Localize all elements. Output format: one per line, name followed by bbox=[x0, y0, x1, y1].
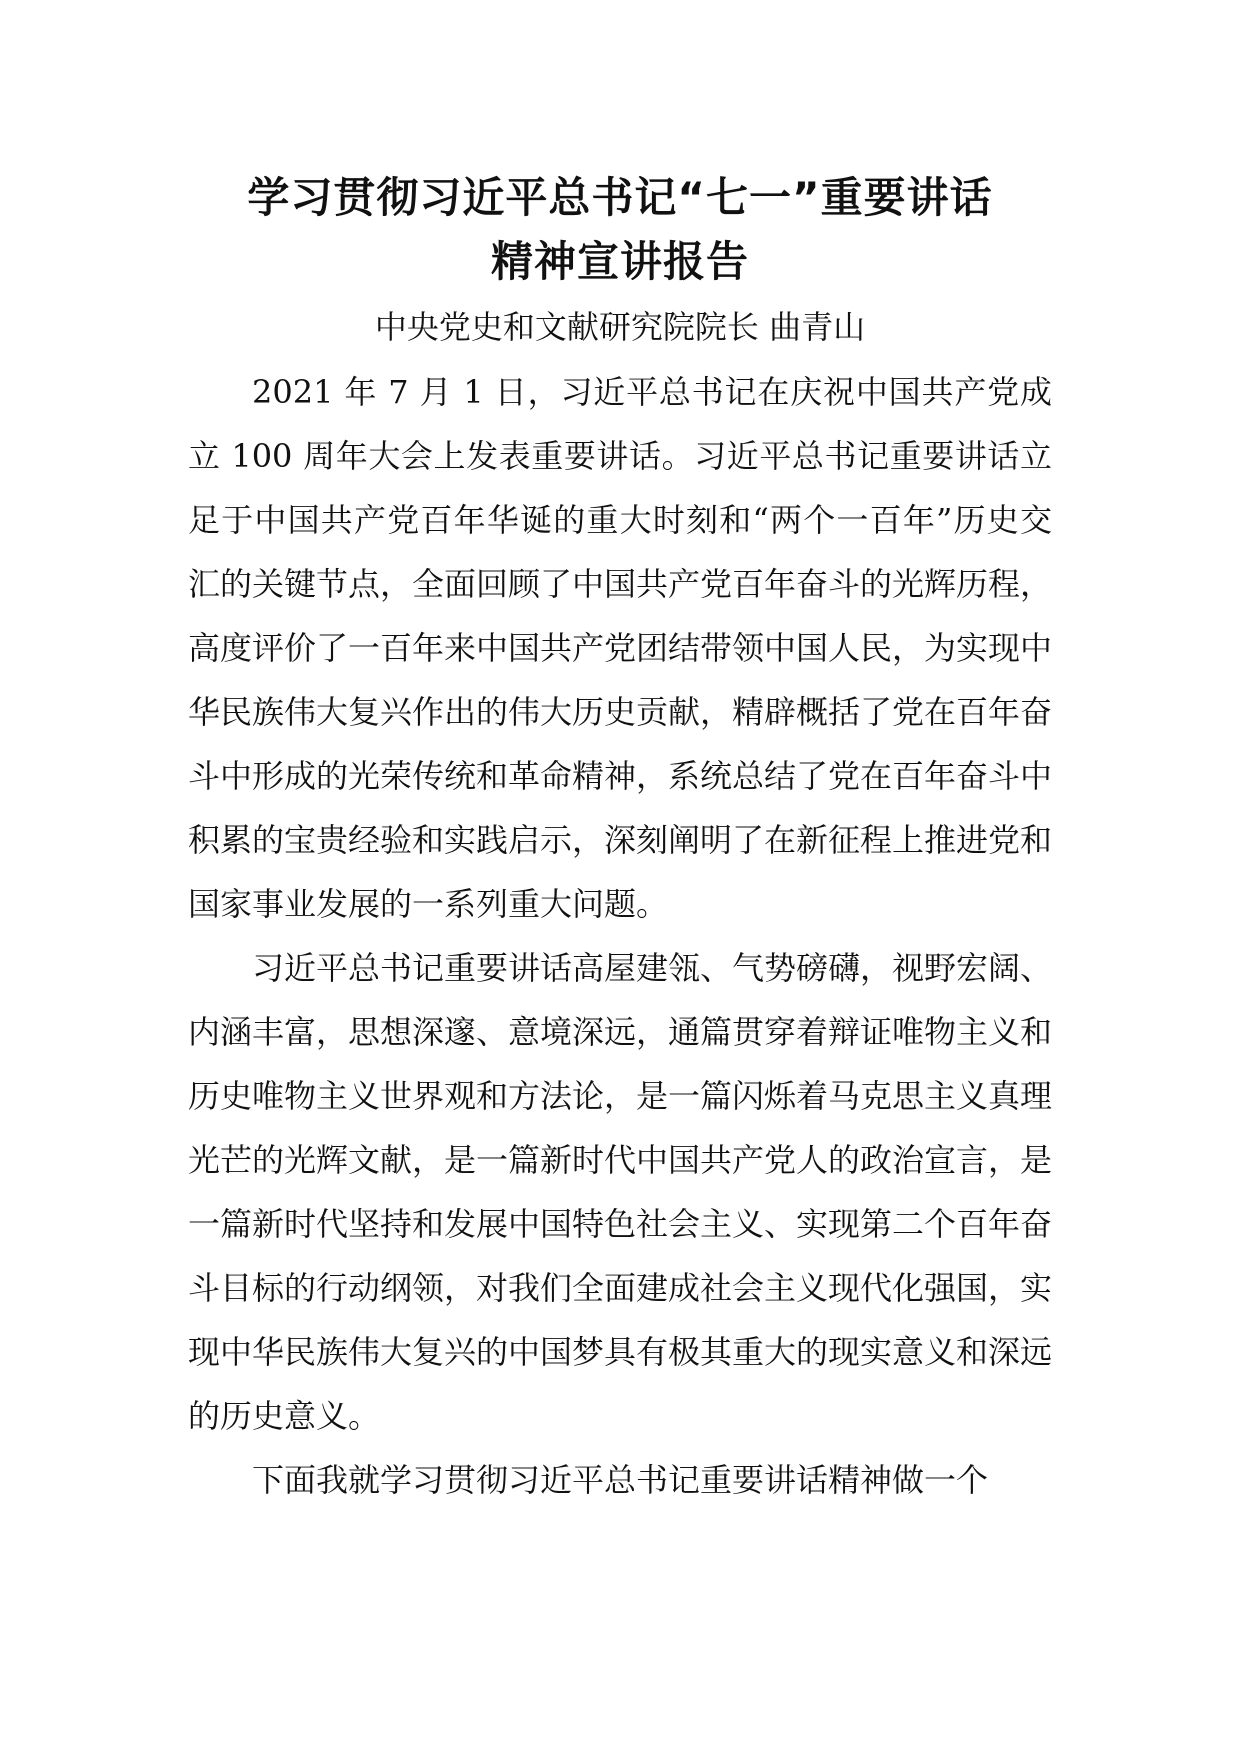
document-title-line-1: 学习贯彻习近平总书记“七一”重要讲话 bbox=[247, 173, 993, 222]
document-title-line-2: 精神宣讲报告 bbox=[490, 237, 749, 286]
paragraph-1: 2021 年 7 月 1 日，习近平总书记在庆祝中国共产党成立 100 周年大会上发表重要讲话。习近平总书记重要讲话立足于中国共产党百年华诞的重大时刻和“两个一百年”历史交汇的关键节点，全面回顾了中国共产党百年奋斗的光辉历程，高度评价了一百年来中国共产党团结带领中国人民，为实现中华民族伟大复兴作出的伟大历史贡献，精辟概括了党在百年奋斗中形成的光荣传统和革命精神，系统总结了党在百年奋斗中积累的宝贵经验和实践启示，深刻阐明了在新征程上推进党和国家事业发展的一系列重大问题。 bbox=[188, 373, 1053, 923]
document-body bbox=[188, 360, 1052, 1512]
author-line: 中央党史和文献研究院院长 曲青山 bbox=[374, 308, 866, 346]
paragraph-3: 下面我就学习贯彻习近平总书记重要讲话精神做一个 bbox=[252, 1461, 989, 1499]
paragraph-2: 习近平总书记重要讲话高屋建瓴、气势磅礴，视野宏阔、内涵丰富，思想深邃、意境深远，通篇贯穿着辩证唯物主义和历史唯物主义世界观和方法论，是一篇闪烁着马克思主义真理光芒的光辉文献，是一篇新时代中国共产党人的政治宣言，是一篇新时代坚持和发展中国特色社会主义、实现第二个百年奋斗目标的行动纲领，对我们全面建成社会主义现代化强国，实现中华民族伟大复兴的中国梦具有极其重大的现实意义和深远的历史意义。 bbox=[188, 949, 1053, 1435]
